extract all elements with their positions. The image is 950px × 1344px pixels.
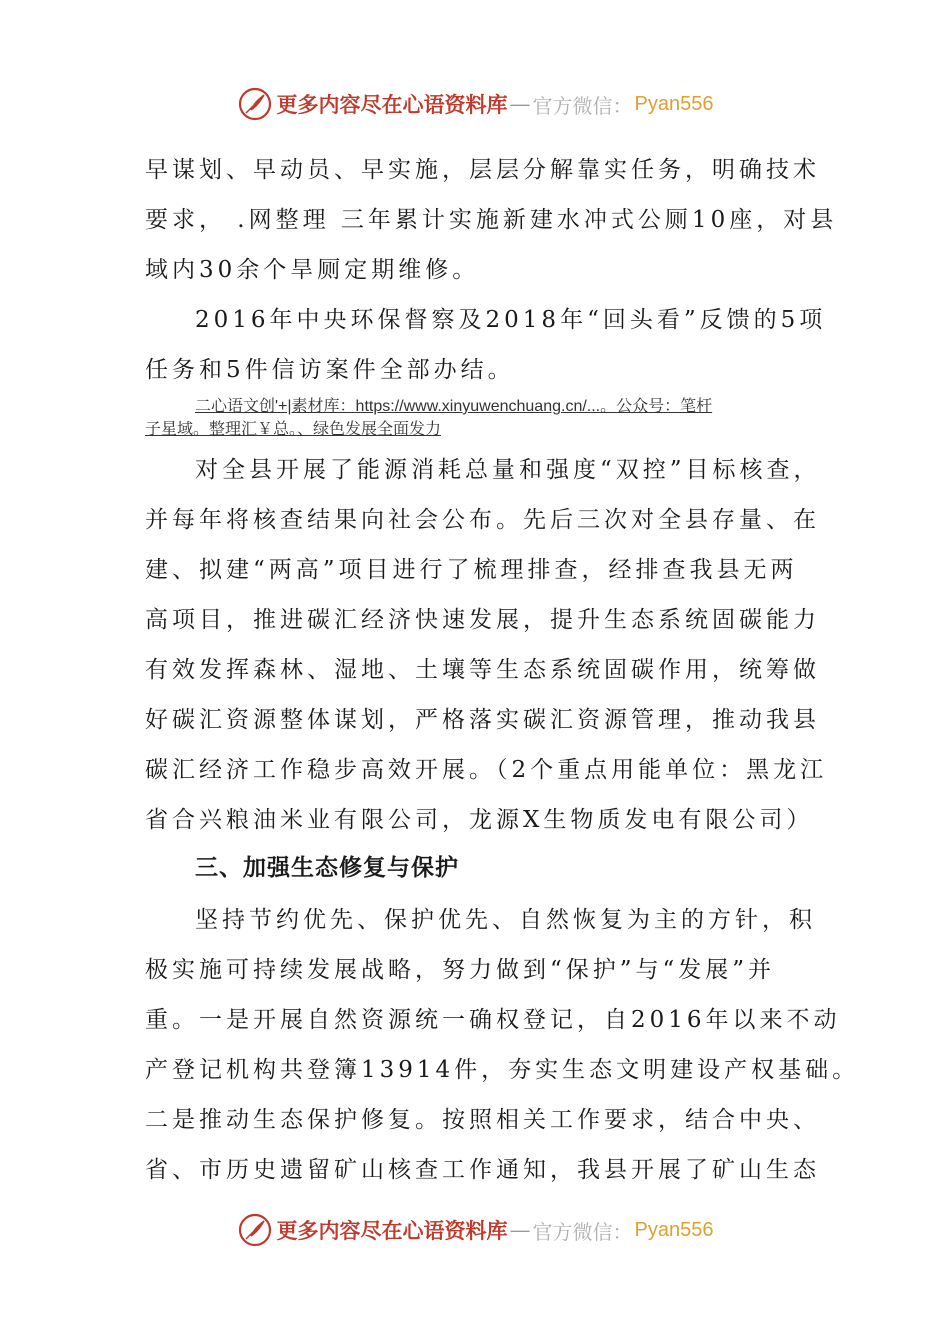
watermark-note-line-2: 子星域。整理汇￥总。、绿色发展全面发力 xyxy=(145,421,442,438)
para2-line-1: 2016年中央环保督察及2018年“回头看”反馈的5项 xyxy=(195,307,827,333)
para4-line-3: 重。一是开展自然资源统一确权登记，自2016年以来不动 xyxy=(145,1007,841,1033)
para3-line-7: 碳汇经济工作稳步高效开展。（2个重点用能单位：黑龙江 xyxy=(145,757,828,783)
footer-wechat-id: Pyan556 xyxy=(634,1218,714,1241)
footer-brand: 更多内容尽在心语资料库 xyxy=(276,1218,508,1243)
para3-line-2: 并每年将核查结果向社会公布。先后三次对全县存量、在 xyxy=(145,507,820,533)
banner-wechat-label: 官方微信： xyxy=(532,93,633,118)
header-banner xyxy=(0,84,950,124)
para3-line-3: 建、拟建“两高”项目进行了梳理排查，经排查我县无两 xyxy=(145,557,798,583)
para3-line-1: 对全县开展了能源消耗总量和强度“双控”目标核查， xyxy=(195,457,821,483)
banner-wechat-id: Pyan556 xyxy=(634,92,714,115)
footer-banner xyxy=(0,1210,950,1250)
para4-line-6: 省、市历史遗留矿山核查工作通知，我县开展了矿山生态 xyxy=(145,1157,820,1183)
para4-line-4: 产登记机构共登簿13914件，夯实生态文明建设产权基础。 xyxy=(145,1057,860,1083)
quill-logo-icon xyxy=(237,1212,273,1248)
footer-wechat-label: 官方微信： xyxy=(532,1219,633,1244)
para3-line-5: 有效发挥森林、湿地、土壤等生态系统固碳作用，统筹做 xyxy=(145,657,820,683)
watermark-note-line-1: 二心语文创'+|素材库：https://www.xinyuwenchuang.cn/...。公众号：笔杆 xyxy=(195,398,713,415)
section-heading: 三、加强生态修复与保护 xyxy=(195,855,459,881)
para2-line-2: 任务和5件信访案件全部办结。 xyxy=(145,357,515,383)
banner-dash: — xyxy=(509,92,531,116)
para1-line-1: 早谋划、早动员、早实施，层层分解靠实任务，明确技术 xyxy=(145,157,820,183)
para1-line-2: 要求， .网整理 三年累计实施新建水冲式公厕10座，对县 xyxy=(145,207,838,233)
para4-line-1: 坚持节约优先、保护优先、自然恢复为主的方针，积 xyxy=(195,907,816,933)
quill-logo-icon xyxy=(237,86,273,122)
para4-line-2: 极实施可持续发展战略，努力做到“保护”与“发展”并 xyxy=(145,957,776,983)
para4-line-5: 二是推动生态保护修复。按照相关工作要求，结合中央、 xyxy=(145,1107,820,1133)
para1-line-3: 域内30余个旱厕定期维修。 xyxy=(145,257,480,283)
footer-dash: — xyxy=(509,1218,531,1242)
banner-brand: 更多内容尽在心语资料库 xyxy=(276,92,508,117)
para3-line-8: 省合兴粮油米业有限公司，龙源X生物质发电有限公司） xyxy=(145,807,814,833)
para3-line-4: 高项目，推进碳汇经济快速发展，提升生态系统固碳能力 xyxy=(145,607,820,633)
para3-line-6: 好碳汇资源整体谋划，严格落实碳汇资源管理，推动我县 xyxy=(145,707,820,733)
